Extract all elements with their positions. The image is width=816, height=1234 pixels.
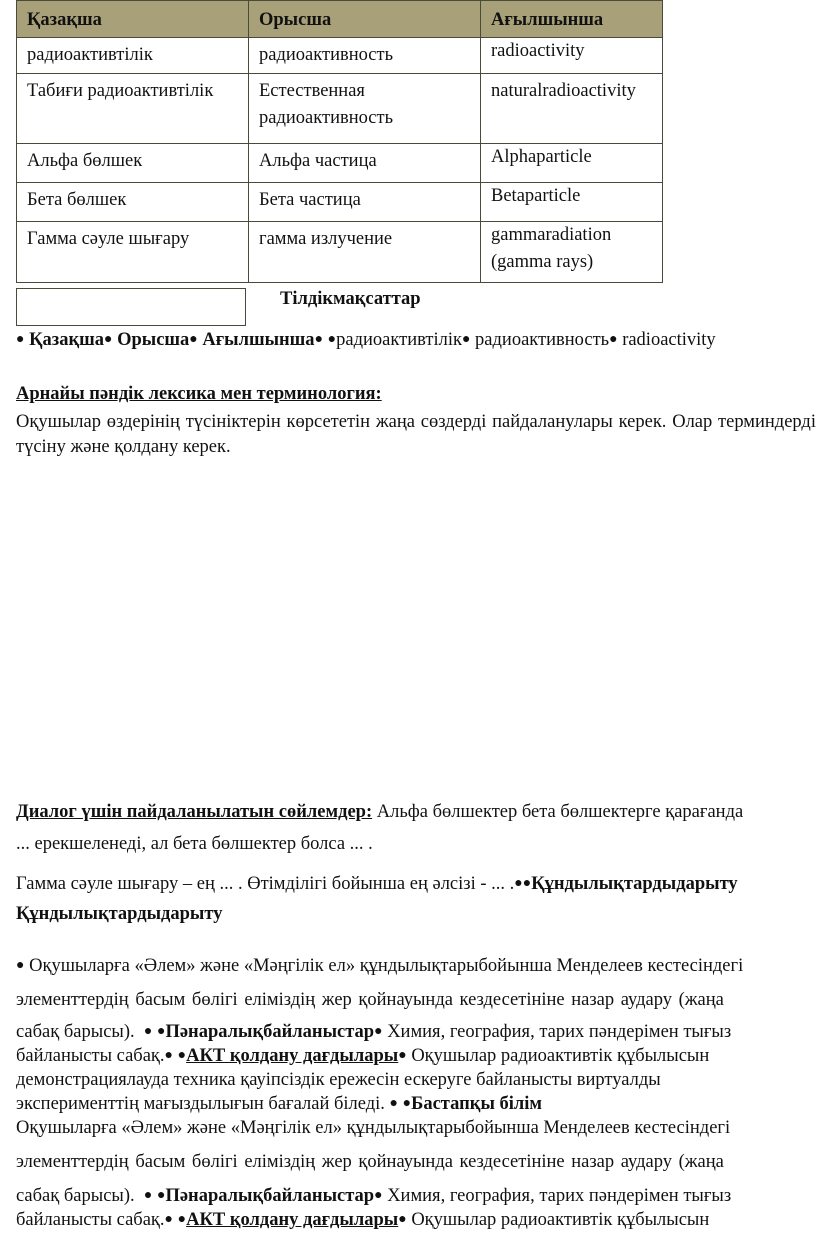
cell-russian: радиоактивность (249, 38, 481, 74)
cell-english: gammaradiation (gamma rays) (481, 222, 663, 283)
values-para-line-2: элементтердің басым бөлігі еліміздің жер қойнауында кездесетініне назар аудару (жаңа (16, 990, 724, 1010)
lexicon-text: Оқушылар өздерінің түсініктерін көрсететін жаңа сөздерді пайдаланулары керек. Олар терминдерді түсіну және қолдану керек. (16, 412, 816, 457)
cross-subject-heading: Пәнаралықбайланыстар (165, 1022, 375, 1042)
term-english: Ағылшынша (202, 330, 315, 350)
cell-english: naturalradioactivity (481, 74, 663, 144)
values-para-repeat-line-4: байланысты сабақ.● ●АКТ қолдану дағдылары● Оқушылар радиоактивтік құбылысын (16, 1210, 710, 1230)
term-russian: Орысша (117, 330, 190, 350)
values-para-line-3: сабақ барысы). ● ●Пәнаралықбайланыстар● Химия, география, тарих пәндерімен тығыз (16, 1022, 732, 1042)
cell-english: Alphaparticle (481, 144, 663, 183)
cell-russian: Альфа частица (249, 144, 481, 183)
term-radioactivity-ru: радиоактивность (475, 330, 610, 350)
dialog-heading: Диалог үшін пайдаланылатын сөйлемдер: (16, 802, 373, 822)
header-english: Ағылшынша (481, 1, 663, 38)
cell-english: radioactivity (481, 38, 663, 74)
language-goals-title: Тілдікмақсаттар (280, 289, 421, 309)
prior-knowledge-heading: Бастапқы білім (411, 1094, 543, 1114)
values-para-repeat-line-1: Оқушыларға «Әлем» және «Мәңгілік ел» құндылықтарыбойынша Менделеев кестесіндегі (16, 1118, 731, 1138)
table-row (17, 222, 663, 283)
dialog-line-1 (16, 802, 743, 823)
table-row (17, 74, 663, 144)
empty-table-cell (16, 288, 246, 326)
values-heading-inline: Құндылықтардыдарыту (531, 874, 738, 894)
dialog-line-3: Гамма сәуле шығару – ең ... . Өтімділігі бойынша ең әлсізі - ... .●●Құндылықтардыдарыту (16, 874, 738, 894)
values-para-line-4: байланысты сабақ.● ●АКТ қолдану дағдылары● Оқушылар радиоактивтік құбылысын (16, 1046, 710, 1066)
dialog-text-2: ... ерекшеленеді, ал бета бөлшектер болса ... . (16, 834, 373, 854)
values-para-repeat-line-3: сабақ барысы). ● ●Пәнаралықбайланыстар● Химия, география, тарих пәндерімен тығыз (16, 1186, 732, 1206)
values-para-line-6: эксперименттің мағыздылығын бағалай біледі. ● ●Бастапқы білім (16, 1094, 543, 1114)
cell-kazakh: Альфа бөлшек (17, 144, 249, 183)
cross-subject-heading: Пәнаралықбайланыстар (165, 1186, 375, 1206)
vocabulary-table (16, 0, 663, 283)
term-kazakh: Қазақша (29, 330, 104, 350)
cell-kazakh: Табиғи радиоактивтілік (17, 74, 249, 144)
lexicon-heading: Арнайы пәндік лексика мен терминология: (16, 384, 382, 404)
values-para-line-5: демонстрациялауда техника қауіпсіздік ережесін ескеруге байланысты виртуалды (16, 1070, 661, 1090)
values-para-line-1: ● Оқушыларға «Әлем» және «Мәңгілік ел» құндылықтарыбойынша Менделеев кестесіндегі (16, 956, 744, 976)
values-heading: Құндылықтардыдарыту (16, 904, 223, 924)
cell-russian: Бета частица (249, 183, 481, 222)
ict-skills-heading: АКТ қолдану дағдылары (186, 1210, 399, 1230)
header-russian: Орысша (249, 1, 481, 38)
cell-kazakh: Гамма сәуле шығару (17, 222, 249, 283)
cell-kazakh: радиоактивтілік (17, 38, 249, 74)
cell-english: Betaparticle (481, 183, 663, 222)
cell-russian: гамма излучение (249, 222, 481, 283)
dialog-text-1: Альфа бөлшектер бета бөлшектерге қарағанда (376, 802, 744, 822)
table-header-row (17, 1, 663, 38)
table-row (17, 144, 663, 183)
dialog-text-3: Гамма сәуле шығару – ең ... . Өтімділігі бойынша ең әлсізі - ... . (16, 874, 515, 894)
cell-russian: Естественная радиоактивность (249, 74, 481, 144)
header-kazakh: Қазақша (17, 1, 249, 38)
bullet-term-line: ● Қазақша● Орысша● Ағылшынша● ●радиоактивтілік● радиоактивность● radioactivity (16, 330, 716, 350)
table-row (17, 38, 663, 74)
ict-skills-heading: АКТ қолдану дағдылары (186, 1046, 399, 1066)
term-radioactivity-en: radioactivity (622, 330, 716, 350)
values-para-repeat-line-2: элементтердің басым бөлігі еліміздің жер қойнауында кездесетініне назар аудару (жаңа (16, 1152, 724, 1172)
term-radioactivity-kz: радиоактивтілік (336, 330, 462, 350)
cell-kazakh: Бета бөлшек (17, 183, 249, 222)
table-row (17, 183, 663, 222)
